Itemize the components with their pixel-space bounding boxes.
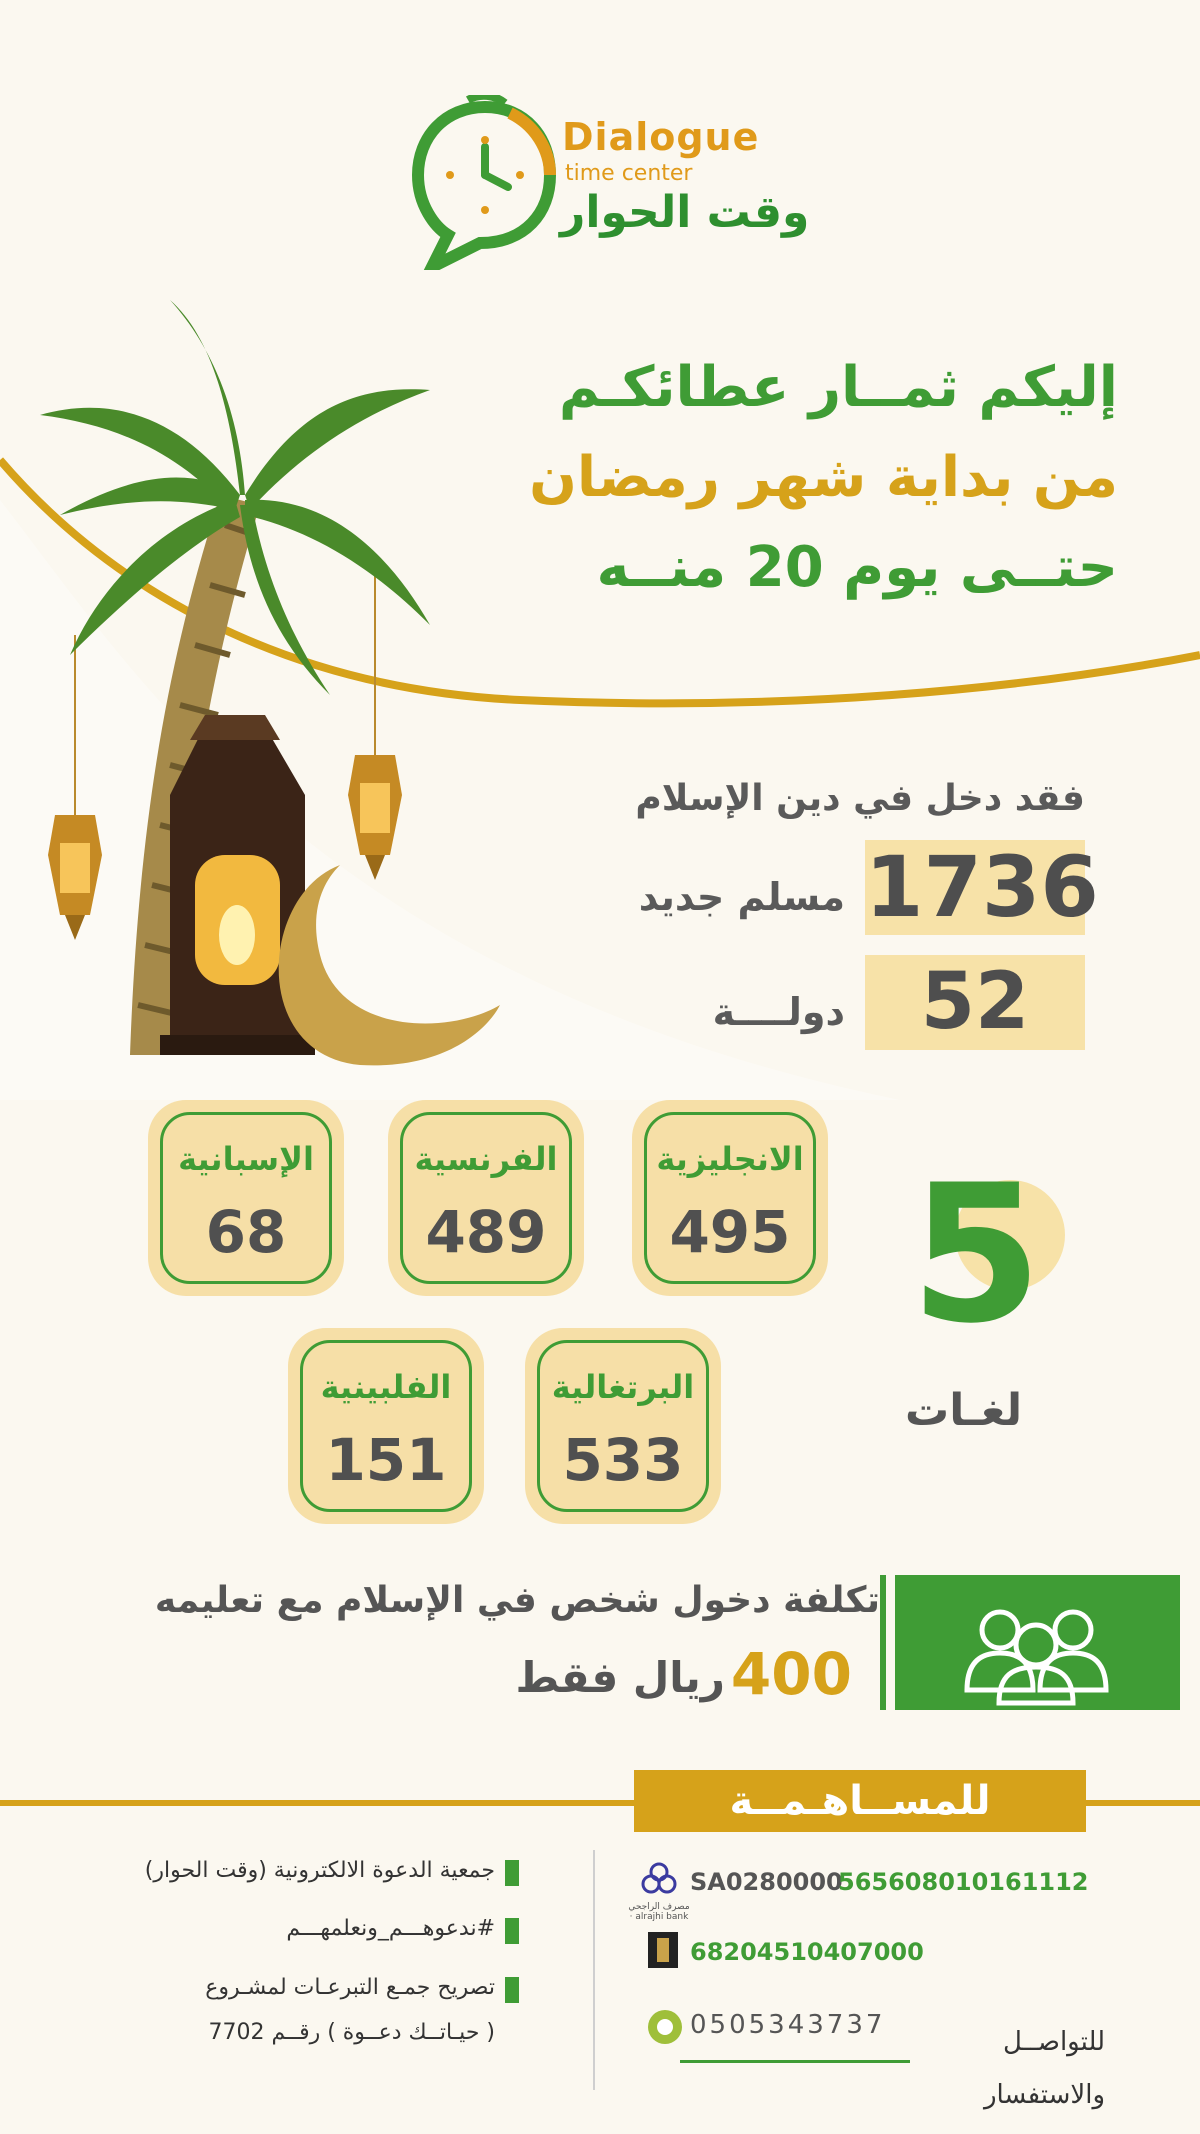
bullet-square bbox=[505, 1860, 519, 1886]
cost-description: تكلفة دخول شخص في الإسلام مع تعليمه bbox=[154, 1580, 880, 1621]
small-lantern-right-icon bbox=[348, 755, 402, 880]
cost-divider bbox=[880, 1575, 886, 1710]
organization-name: جمعية الدعوة الالكترونية (وقت الحوار) bbox=[144, 1858, 495, 1883]
palm-lantern-illustration bbox=[30, 295, 510, 1075]
bank2-logo-icon bbox=[648, 1932, 678, 1968]
bullet-square bbox=[505, 1918, 519, 1944]
language-card-filipino bbox=[288, 1328, 484, 1524]
dialogue-logo bbox=[410, 95, 810, 275]
people-group-icon bbox=[895, 1575, 1180, 1710]
language-value: 151 bbox=[325, 1426, 447, 1494]
hashtag: #ندعوهـــم_ونعلمهـــم bbox=[286, 1916, 495, 1941]
converts-intro: فقد دخل في دين الإسلام bbox=[635, 778, 1085, 819]
headline-line-2: من بداية شهر رمضان bbox=[529, 445, 1118, 510]
bullet-square bbox=[505, 1977, 519, 2003]
language-card-portuguese bbox=[525, 1328, 721, 1524]
contact-label-1: للتواصــل bbox=[1002, 2027, 1105, 2057]
language-value: 533 bbox=[562, 1426, 684, 1494]
people-icon-box bbox=[895, 1575, 1180, 1710]
countries-count: 52 bbox=[865, 955, 1085, 1050]
contribution-title: للمســاهـمــة bbox=[634, 1770, 1086, 1832]
language-value: 489 bbox=[425, 1198, 547, 1266]
language-name: الفلبينية bbox=[320, 1368, 452, 1406]
new-muslims-count: 1736 bbox=[865, 838, 1099, 936]
language-value: 68 bbox=[205, 1198, 287, 1266]
headline-line-3: حتــى يوم 20 منــه bbox=[596, 535, 1118, 600]
language-card-spanish bbox=[148, 1100, 344, 1296]
language-card-french bbox=[388, 1100, 584, 1296]
bank1-caption: مصرف الراجحي · alrajhi bank bbox=[628, 1902, 690, 1922]
language-name: الإسبانية bbox=[178, 1140, 314, 1178]
contact-label-2: والاستفسار bbox=[983, 2080, 1105, 2110]
languages-count: 5 bbox=[910, 1144, 1043, 1365]
language-name: الفرنسية bbox=[414, 1140, 558, 1178]
contact-phone[interactable]: 0505343737 bbox=[690, 2010, 886, 2040]
crescent-icon bbox=[279, 865, 500, 1065]
phone-underline bbox=[680, 2060, 910, 2063]
account1-prefix: SA0280000 bbox=[690, 1868, 843, 1896]
language-name: البرتغالية bbox=[551, 1368, 695, 1406]
license-line-2: ( حيـاتــك دعــوة ) رقــم 7702 bbox=[208, 2020, 495, 2045]
countries-label: دولــــة bbox=[712, 990, 845, 1034]
cost-amount: 400 bbox=[730, 1640, 852, 1708]
alrajhi-bank-logo-icon bbox=[635, 1858, 683, 1902]
logo-title-en: Dialogue bbox=[562, 115, 760, 159]
logo-subtitle-en: time center bbox=[565, 161, 693, 186]
language-name: الانجليزية bbox=[656, 1140, 804, 1178]
language-value: 495 bbox=[669, 1198, 791, 1266]
new-muslims-label: مسلم جديد bbox=[638, 875, 845, 919]
clock-chat-icon bbox=[410, 95, 560, 270]
small-lantern-left-icon bbox=[48, 815, 102, 940]
languages-word: لغـات bbox=[905, 1385, 1023, 1436]
logo-title-ar: وقت الحوار bbox=[560, 187, 810, 238]
account2-number[interactable]: 68204510407000 bbox=[690, 1938, 924, 1966]
bottom-vertical-divider bbox=[593, 1850, 595, 2090]
cost-currency-label: ريال فقط bbox=[515, 1653, 725, 1702]
whatsapp-icon bbox=[648, 2010, 682, 2044]
license-line-1: تصريح جمـع التبرعـات لمشـروع bbox=[205, 1975, 495, 2000]
account1-number[interactable]: 565608010161112 bbox=[838, 1868, 1089, 1896]
language-card-english bbox=[632, 1100, 828, 1296]
headline-line-1: إليكم ثمــار عطائكـم bbox=[558, 355, 1118, 420]
